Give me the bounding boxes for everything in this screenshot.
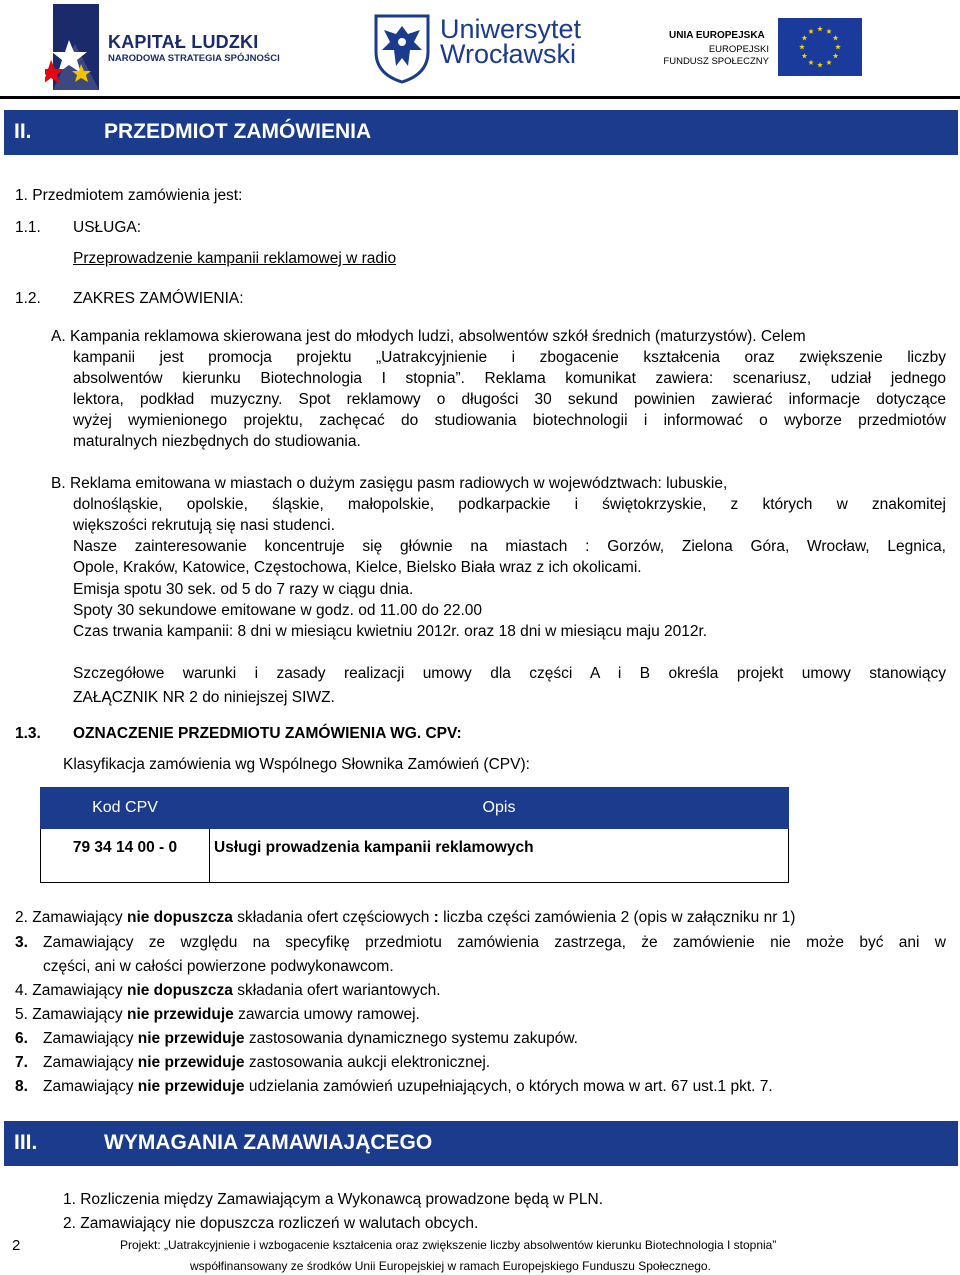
item-8-number: 8. [15,1078,28,1095]
point-b-line: Emisja spotu 30 sek. od 5 do 7 razy w ciągu dnia. [73,581,414,598]
footer-line2: współfinansowany ze środków Unii Europejskiej w ramach Europejskiego Funduszu Społecznego. [190,1259,711,1273]
point-a-line: wyżej wymienionego projektu, zachęcać do studiowania biotechnologii i informować o wyborze przedmiotów [73,412,946,429]
item-6-number: 6. [15,1030,28,1047]
item-3-line2: części, ani w całości powierzone podwykonawcom. [43,958,394,975]
point-a-line: A. Kampania reklamowa skierowana jest do młodych ludzi, absolwentów szkół średnich (maturzystów). Celem [51,328,806,345]
point-a-line: kampanii jest promocja projektu „Uatrakcyjnienie i zbogacenie kształcenia oraz zwiększenie liczby [73,349,946,366]
item-2-bold: nie dopuszcza [126,909,233,926]
point-a-line: maturalnych niezbędnych do studiowania. [73,433,361,450]
point-b-line: większości rekrutują się nasi studenci. [73,517,335,534]
table-row [41,829,789,883]
item-2-pre: 2. Zamawiający [15,909,127,926]
section-iii-item: 2. Zamawiający nie dopuszcza rozliczeń w walutach obcych. [63,1215,479,1232]
p11-number: 1.1. [15,219,41,236]
footer-line1: Projekt: „Uatrakcyjnienie i wzbogacenie kształcenia oraz zwiększenie liczby absolwentów kierunku Biotechnologia I stopnia” [120,1238,777,1252]
cpv-desc-cell: Usługi prowadzenia kampanii reklamowych [210,829,789,883]
item-2 [15,908,795,928]
cpv-header-code: Kod CPV [41,788,210,829]
cpv-header-desc: Opis [210,788,789,829]
point-b-line: Opole, Kraków, Katowice, Częstochowa, Kielce, Bielsko Biała wraz z ich okolicami. [73,559,642,576]
item-6-bold: nie przewiduje [137,1030,245,1047]
item-2-colon: : [433,909,439,926]
logo-kapital-title: KAPITAŁ LUDZKI [108,32,259,52]
item-8-pre: Zamawiający [43,1078,138,1095]
details-line: ZAŁĄCZNIK NR 2 do niniejszej SIWZ. [73,689,335,706]
item-6-post: zastosowania dynamicznego systemu zakupów. [244,1030,578,1047]
section-iii-title: WYMAGANIA ZAMAWIAJĄCEGO [104,1131,433,1154]
item-8-post: udzielania zamówień uzupełniających, o których mowa w art. 67 ust.1 pkt. 7. [244,1078,773,1095]
cpv-intro: Klasyfikacja zamówienia wg Wspólnego Słownika Zamówień (CPV): [63,756,530,773]
p1-text: 1. Przedmiotem zamówienia jest: [15,187,243,204]
item-5-post: zawarcia umowy ramowej. [233,1006,420,1023]
item-4-post: składania ofert wariantowych. [232,982,441,999]
item-8-bold: nie przewiduje [137,1078,245,1095]
item-7-post: zastosowania aukcji elektronicznej. [244,1054,491,1071]
logo-kapital-subtitle: NARODOWA STRATEGIA SPÓJNOŚCI [108,53,280,64]
point-b-line: Czas trwania kampanii: 8 dni w miesiącu kwietniu 2012r. oraz 18 dni w miesiącu maju 2012r. [73,623,708,640]
item-8 [43,1077,773,1097]
cpv-table-header-row [41,788,789,829]
section-iii-header [4,1121,958,1166]
item-5 [15,1005,420,1025]
point-a-line: absolwentów kierunku Biotechnologia I stopnia”. Reklama komunikat zawiera: scenariusz, udział jednego [73,370,946,387]
item-7-pre: Zamawiający [43,1054,138,1071]
logo-ue-line2: EUROPEJSKI [708,44,769,55]
item-3-number: 3. [15,934,28,951]
uwr-eagle-crest-icon [372,12,432,84]
logo-uwr [440,14,582,69]
item-4-pre: 4. Zamawiający [15,982,127,999]
item-7-bold: nie przewiduje [137,1054,245,1071]
section-ii-header [4,110,958,155]
item-6-pre: Zamawiający [43,1030,138,1047]
p13-number: 1.3. [15,725,41,742]
cpv-table [40,787,789,883]
point-b-line: Spoty 30 sekundowe emitowane w godz. od 11.00 do 22.00 [73,602,483,619]
cpv-code-cell: 79 34 14 00 - 0 [41,829,210,883]
point-b-line: dolnośląskie, opolskie, śląskie, małopolskie, podkarpackie i świętokrzyskie, z których w znakomitej [73,496,946,513]
kapital-ludzki-emblem-icon [45,4,107,90]
p12-number: 1.2. [15,290,41,307]
point-a-line: lektora, podkład muzyczny. Spot reklamowy o długości 30 sekund powinien zawierać informacje dotyczące [73,391,946,408]
item-4-bold: nie dopuszcza [126,982,233,999]
p11-title: USŁUGA: [73,219,142,236]
logo-ue-line1: UNIA EUROPEJSKA [669,30,765,41]
item-7-number: 7. [15,1054,28,1071]
logo-uwr-line1: Uniwersytet [440,14,582,44]
section-ii-title: PRZEDMIOT ZAMÓWIENIA [104,120,372,143]
section-ii-number: II. [14,120,32,143]
item-6 [43,1029,578,1049]
header-divider [0,96,960,99]
p12-title: ZAKRES ZAMÓWIENIA: [73,290,244,307]
item-2-post: liczba części zamówienia 2 (opis w załączniku nr 1) [438,909,796,926]
logo-uwr-line2: Wrocławski [440,39,577,69]
item-5-pre: 5. Zamawiający [15,1006,127,1023]
item-4 [15,981,441,1001]
item-2-mid: składania ofert częściowych [232,909,434,926]
item-7 [43,1053,490,1073]
logo-ue-line3: FUNDUSZ SPOŁECZNY [663,56,769,67]
eu-flag-icon [778,18,862,76]
item-3-line1: Zamawiający ze względu na specyfikę przedmiotu zamówienia zastrzega, że zamówienie nie może być ani w [43,934,946,951]
section-iii-item: 1. Rozliczenia między Zamawiającym a Wykonawcą prowadzone będą w PLN. [63,1191,604,1208]
item-5-bold: nie przewiduje [126,1006,234,1023]
page-number: 2 [12,1237,21,1254]
section-iii-number: III. [14,1131,38,1154]
p13-title: OZNACZENIE PRZEDMIOTU ZAMÓWIENIA WG. CPV: [73,725,462,742]
details-line: Szczegółowe warunki i zasady realizacji umowy dla części A i B określa projekt umowy stanowiący [73,665,946,682]
point-b-line: Nasze zainteresowanie koncentruje się głównie na miastach : Gorzów, Zielona Góra, Wrocław, Legnica, [73,538,946,555]
point-b-line: B. Reklama emitowana w miastach o dużym zasięgu pasm radiowych w województwach: lubuskie, [51,475,728,492]
p11-service: Przeprowadzenie kampanii reklamowej w radio [73,250,397,267]
